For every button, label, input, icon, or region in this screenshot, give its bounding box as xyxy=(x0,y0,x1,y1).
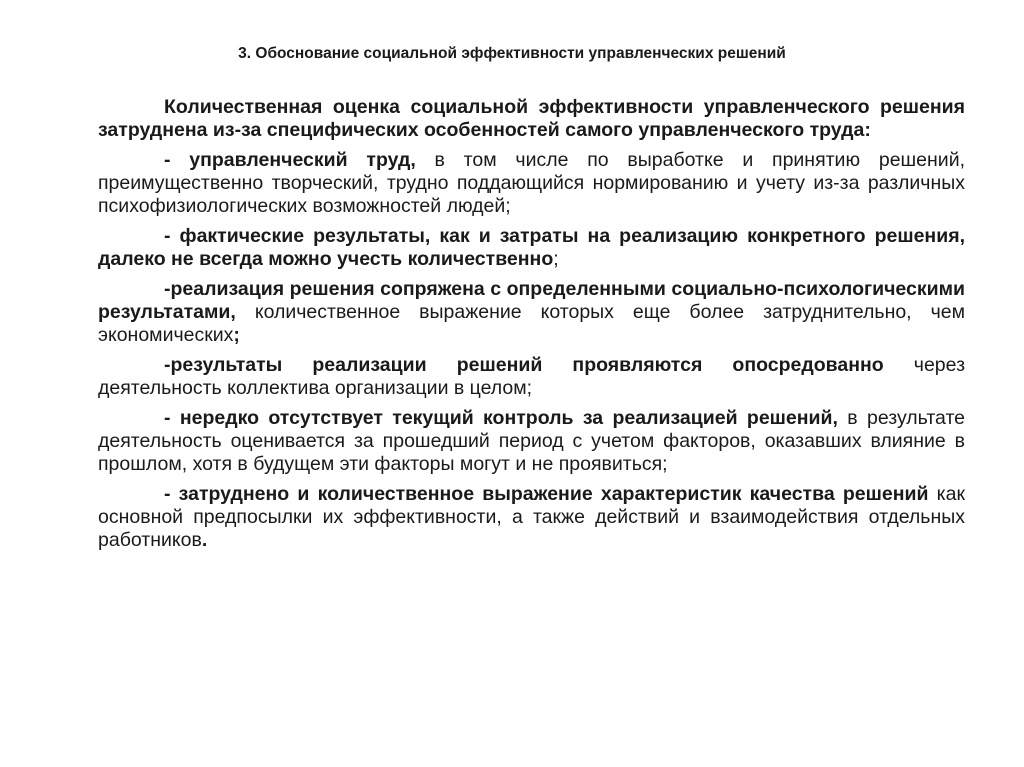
bullet-item xyxy=(98,483,965,552)
paragraph-bold: Количественная оценка социальной эффективности управленческого решения затруднена из-за специфических особенностей самого управленческого труда: xyxy=(98,96,965,141)
bullet-item xyxy=(98,278,965,347)
paragraph-intro xyxy=(98,96,965,142)
bullet-bold: - фактические результаты, как и затраты на реализацию конкретного решения, далеко не всегда можно учесть количественно xyxy=(98,225,965,270)
bullet-bold: -результаты реализации решений проявляются опосредованно xyxy=(164,354,884,376)
bullet-item xyxy=(98,407,965,476)
bullet-item xyxy=(98,225,965,271)
bullet-tail: . xyxy=(201,529,208,551)
bullet-bold: - затруднено и количественное выражение характеристик качества решений xyxy=(164,483,929,505)
bullet-bold: - нередко отсутствует текущий контроль за реализацией решений, xyxy=(164,407,838,429)
bullet-tail: ; xyxy=(233,324,240,346)
slide-title: 3. Обоснование социальной эффективности управленческих решений xyxy=(238,45,786,62)
bullet-normal: через деятельность коллектива организации в целом; xyxy=(98,354,966,399)
bullet-item xyxy=(98,354,965,400)
bullet-normal: ; xyxy=(553,248,559,270)
bullet-normal: в результате деятельность оценивается за прошедший период с учетом факторов, оказавших влияние в прошлом, хотя в будущем эти факторы могут и не проявиться; xyxy=(98,407,966,475)
bullet-normal: в том числе по выработке и принятию решений, преимущественно творческий, трудно поддающийся нормированию и учету из-за различных психофизиологических возможностей людей; xyxy=(98,149,966,217)
slide-body xyxy=(98,96,965,559)
bullet-normal: как основной предпосылки их эффективности, а также действий и взаимодействия отдельных работников xyxy=(98,483,965,551)
bullet-bold: -реализация решения сопряжена с определенными социально-психологическими результатами, xyxy=(98,278,965,323)
bullet-normal: количественное выражение которых еще более затруднительно, чем экономических xyxy=(98,301,965,346)
bullet-item xyxy=(98,149,965,218)
bullet-bold: - управленческий труд, xyxy=(164,149,416,171)
